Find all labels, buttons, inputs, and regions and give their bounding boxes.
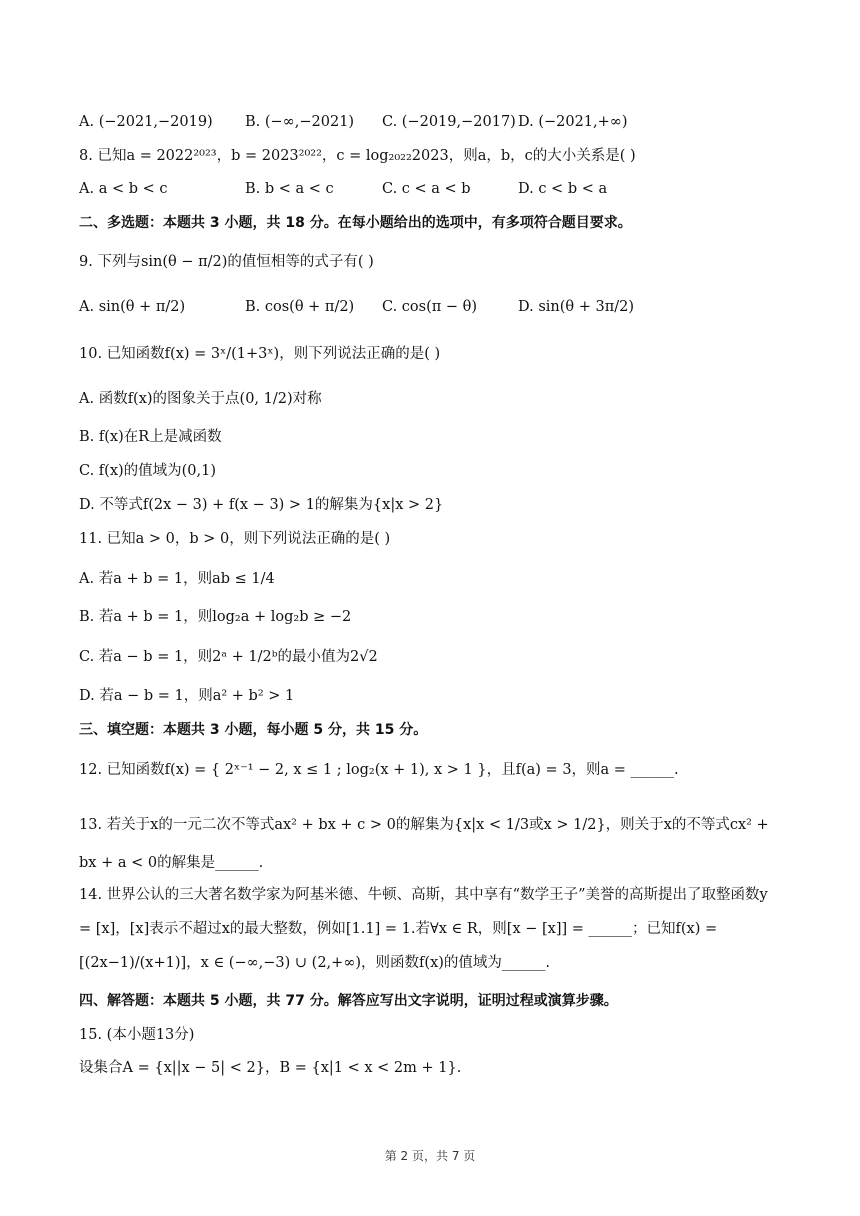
q10-stem: 10. 已知函数f(x) = 3ˣ/(1+3ˣ)，则下列说法正确的是( ) <box>79 346 441 362</box>
section-3-heading: 三、填空题：本题共 3 小题，每小题 5 分，共 15 分。 <box>79 722 428 738</box>
q14: 14. 世界公认的三大著名数学家为阿基米德、牛顿、高斯，其中享有“数学王子”美誉的高斯提出了取整函数y = [x]，[x]表示不超过x的最大整数，例如[1.1] = 1.若∀x ∈ R，则[x − [x]] = ______；已知f(x) = [(2x−1)/(x+1)]，x ∈ (−∞,−3) ∪ (2,+∞)，则函数f(x)的值域为______. <box>79 887 768 971</box>
q10-option-d: D. 不等式f(2x − 3) + f(x − 3) > 1的解集为{x|x > 2} <box>79 497 444 513</box>
q11-option-d: D. 若a − b = 1，则a² + b² > 1 <box>79 688 295 704</box>
q15-body: 设集合A = {x||x − 5| < 2}，B = {x|1 < x < 2m + 1}. <box>79 1060 462 1076</box>
q11-option-c: C. 若a − b = 1，则2ᵃ + 1/2ᵇ的最小值为2√2 <box>79 649 378 665</box>
q11-option-b: B. 若a + b = 1，则log₂a + log₂b ≥ −2 <box>79 609 352 625</box>
q15-heading: 15. (本小题13分) <box>79 1027 195 1043</box>
q9-option-a: A. sin(θ + π/2) <box>79 299 186 315</box>
q10-option-b: B. f(x)在R上是减函数 <box>79 429 222 445</box>
q11-stem: 11. 已知a > 0，b > 0，则下列说法正确的是( ) <box>79 531 391 547</box>
q10-option-a: A. 函数f(x)的图象关于点(0, 1/2)对称 <box>79 391 322 407</box>
q8-option-b: B. b < a < c <box>245 181 334 197</box>
q8-option-c: C. c < a < b <box>382 181 471 197</box>
q11-option-a: A. 若a + b = 1，则ab ≤ 1/4 <box>79 571 275 587</box>
section-2-heading: 二、多选题：本题共 3 小题，共 18 分。在每小题给出的选项中，有多项符合题目要求。 <box>79 215 632 231</box>
q7-option-a: A. (−2021,−2019) <box>79 114 213 130</box>
q10-option-c: C. f(x)的值域为(0,1) <box>79 463 217 479</box>
q9-option-b: B. cos(θ + π/2) <box>245 299 355 315</box>
page-footer: 第 2 页，共 7 页 <box>384 1149 476 1163</box>
q8-stem: 8. 已知a = 2022²⁰²³，b = 2023²⁰²²，c = log₂₀₂₂2023，则a，b，c的大小关系是( ) <box>79 148 636 164</box>
q12: 12. 已知函数f(x) = { 2ˣ⁻¹ − 2, x ≤ 1 ; log₂(x + 1), x > 1 }，且f(a) = 3，则a = ______. <box>79 762 679 778</box>
section-4-heading: 四、解答题：本题共 5 小题，共 77 分。解答应写出文字说明，证明过程或演算步骤。 <box>79 993 618 1009</box>
q8-option-a: A. a < b < c <box>79 181 168 197</box>
q9-option-c: C. cos(π − θ) <box>382 299 478 315</box>
q9-option-d: D. sin(θ + 3π/2) <box>518 299 635 315</box>
q7-option-d: D. (−2021,+∞) <box>518 114 628 130</box>
q13: 13. 若关于x的一元二次不等式ax² + bx + c > 0的解集为{x|x < 1/3或x > 1/2}，则关于x的不等式cx² + bx + a < 0的解集是______. <box>79 817 769 871</box>
q7-option-c: C. (−2019,−2017) <box>382 114 516 130</box>
q7-option-b: B. (−∞,−2021) <box>245 114 355 130</box>
q9-stem: 9. 下列与sin(θ − π/2)的值恒相等的式子有( ) <box>79 254 374 270</box>
q8-option-d: D. c < b < a <box>518 181 608 197</box>
